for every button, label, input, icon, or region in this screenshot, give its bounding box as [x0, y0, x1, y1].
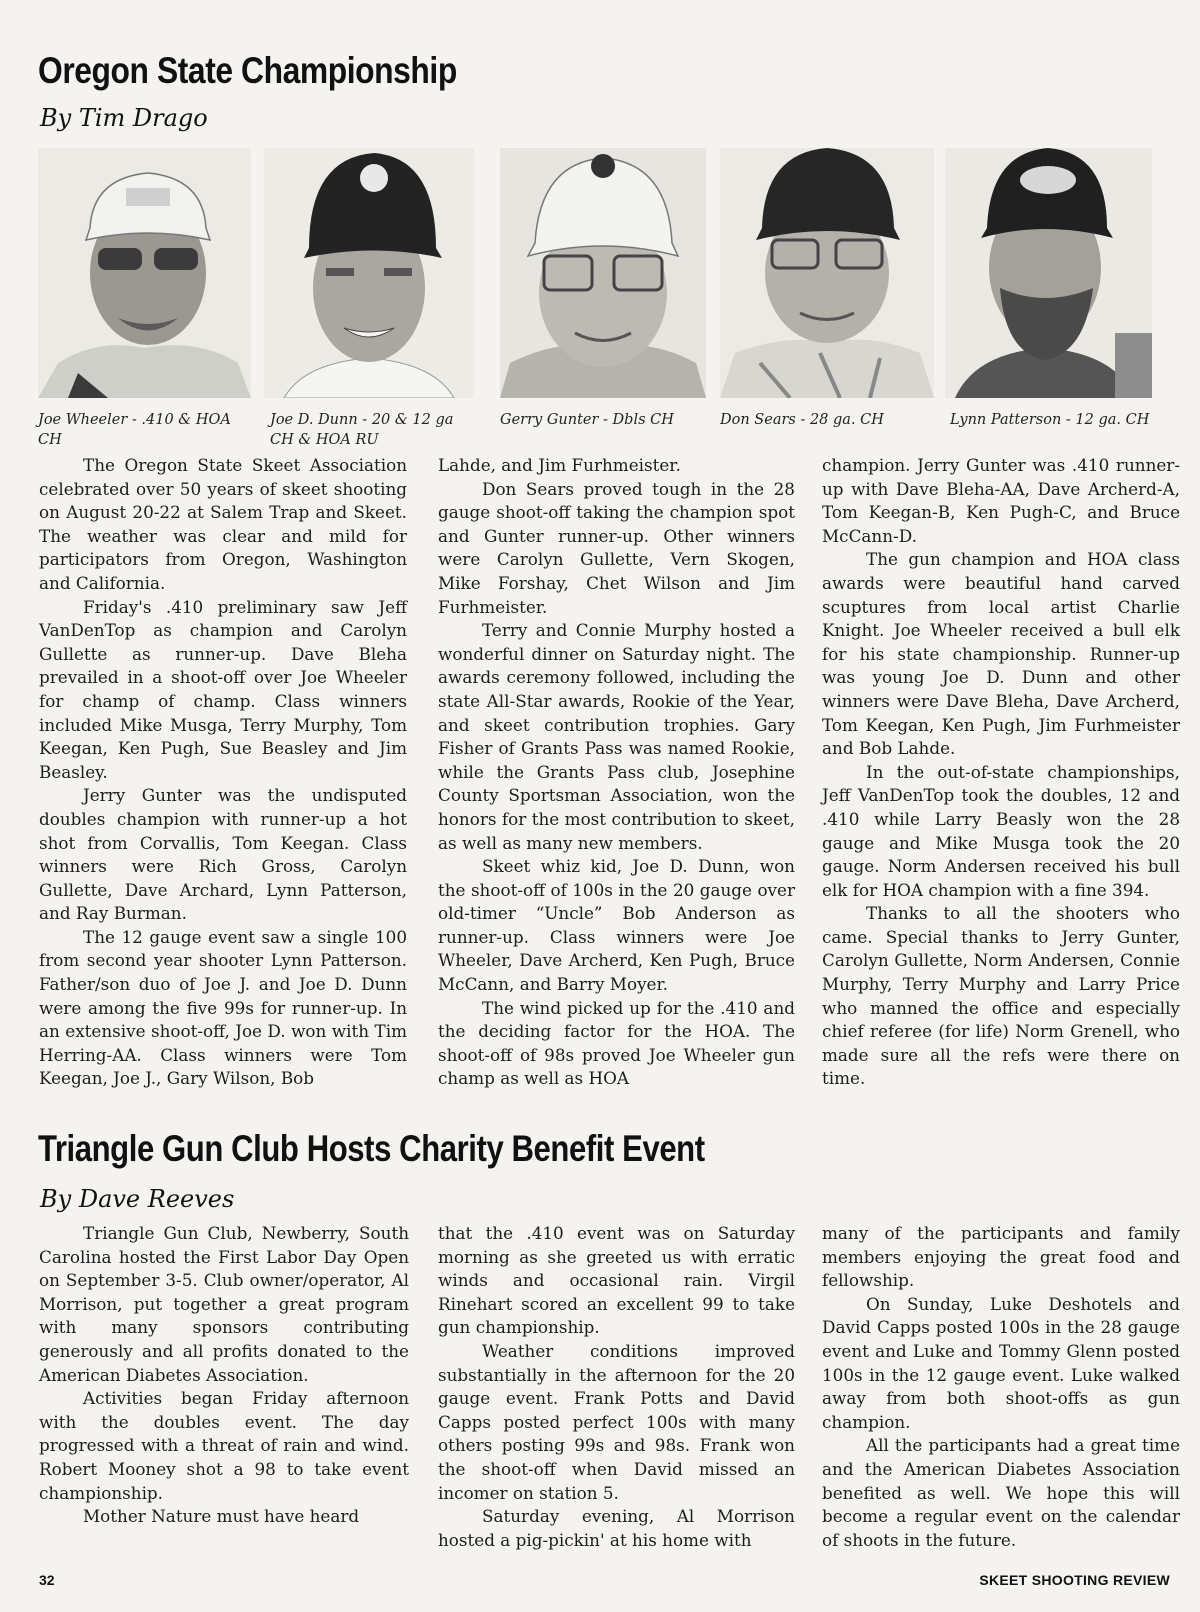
paragraph: Mother Nature must have heard [83, 1506, 360, 1527]
paragraph: The gun champion and HOA class awards were beautiful hand carved scuptures from local artist Charlie Knight. Joe Wheeler received a bull elk for his state championship. Runner-up was young Joe D. Dunn and other winners were Dave Bleha, Dave Archerd, Tom Keegan, Ken Pugh, Jim Furhmeister and Bob Lahde. [822, 549, 1180, 759]
paragraph: many of the participants and family members enjoying the great food and fellowship. [822, 1223, 1180, 1291]
paragraph: Thanks to all the shooters who came. Special thanks to Jerry Gunter, Carolyn Gullette, Norm Andersen, Connie Murphy, Terry Murphy and Larry Price who manned the office and especially chief referee (for life) Norm Grenell, who made sure all the refs were there on time. [822, 903, 1180, 1089]
paragraph: All the participants had a great time and the American Diabetes Association benefited as well. We hope this will become a regular event on the calendar of shoots in the future. [822, 1435, 1180, 1550]
photo-caption: Gerry Gunter - Dbls CH [500, 412, 674, 428]
article-column [822, 1222, 1180, 1552]
paragraph: Lahde, and Jim Furhmeister. [438, 455, 681, 475]
article-column [39, 454, 407, 1091]
paragraph: Skeet whiz kid, Joe D. Dunn, won the shoot-off of 100s in the 20 gauge over old-timer “Uncle” Bob Anderson as runner-up. Class winners were Joe Wheeler, Dave Archerd, Ken Pugh, Bruce McCann, and Barry Moyer. [438, 856, 795, 995]
article-column [438, 454, 795, 1091]
article-column [39, 1222, 409, 1529]
photo-joe-wheeler [38, 148, 251, 398]
paragraph: Jerry Gunter was the undisputed doubles champion with runner-up a hot shot from Corvallis, Tom Keegan. Class winners were Rich Gross, Carolyn Gullette, Dave Archard, Lynn Patterson, and Ray Burman. [39, 785, 407, 924]
paragraph: The Oregon State Skeet Association celebrated over 50 years of skeet shooting on August 20-22 at Salem Trap and Skeet. The weather was clear and mild for participators from Oregon, Washington and California. [39, 455, 407, 593]
article-column [822, 454, 1180, 1091]
paragraph: Activities began Friday afternoon with the doubles event. The day progressed with a threat of rain and wind. Robert Mooney shot a 98 to take event championship. [39, 1388, 409, 1503]
paragraph: Friday's .410 preliminary saw Jeff VanDenTop as champion and Carolyn Gullette as runner-up. Dave Bleha prevailed in a shoot-off over Joe Wheeler for champ of champ. Class winners included Mike Musga, Terry Murphy, Tom Keegan, Ken Pugh, Sue Beasley and Jim Beasley. [39, 596, 407, 782]
photo-caption: Joe Wheeler - .410 & HOA CH [38, 412, 231, 448]
photo-joe-d-dunn [264, 148, 474, 398]
photo-don-sears [720, 148, 934, 398]
magazine-name: SKEET SHOOTING REVIEW [979, 1572, 1170, 1588]
paragraph: The 12 gauge event saw a single 100 from second year shooter Lynn Patterson. Father/son duo of Joe J. and Joe D. Dunn were among the five 99s for runner-up. In an extensive shoot-off, Joe D. won with Tim Herring-AA. Class winners were Tom Keegan, Joe J., Gary Wilson, Bob [39, 926, 407, 1089]
paragraph: Triangle Gun Club, Newberry, South Carolina hosted the First Labor Day Open on September 3-5. Club owner/operator, Al Morrison, put together a great program with many sponsors contributing generously and all profits donated to the American Diabetes Association. [39, 1223, 409, 1385]
paragraph: that the .410 event was on Saturday morning as she greeted us with erratic winds and occasional rain. Virgil Rinehart scored an excellent 99 to take gun championship. [438, 1223, 795, 1338]
article-column [438, 1222, 795, 1552]
photo-caption: Don Sears - 28 ga. CH [720, 412, 884, 428]
photo-caption: Lynn Patterson - 12 ga. CH [950, 412, 1150, 428]
paragraph: Don Sears proved tough in the 28 gauge shoot-off taking the champion spot and Gunter runner-up. Other winners were Carolyn Gullette, Vern Skogen, Mike Forshay, Chet Wilson and Jim Furhmeister. [438, 478, 795, 617]
paragraph: In the out-of-state championships, Jeff VanDenTop took the doubles, 12 and .410 while Larry Beasly won the 28 gauge and Mike Musga took the 20 gauge. Norm Andersen received his bull elk for HOA champion with a fine 394. [822, 761, 1180, 900]
paragraph: Saturday evening, Al Morrison hosted a pig-pickin' at his home with [438, 1506, 795, 1550]
paragraph: The wind picked up for the .410 and the deciding factor for the HOA. The shoot-off of 98s proved Joe Wheeler gun champ as well as HOA [438, 997, 795, 1089]
photo-gerry-gunter [500, 148, 706, 398]
paragraph: champion. Jerry Gunter was .410 runner-up with Dave Bleha-AA, Dave Archerd-A, Tom Keegan-B, Ken Pugh-C, and Bruce McCann-D. [822, 455, 1180, 546]
article-byline: By Dave Reeves [40, 1185, 235, 1213]
paragraph: Terry and Connie Murphy hosted a wonderful dinner on Saturday night. The awards ceremony followed, including the state All-Star awards, Rookie of the Year, and skeet contribution trophies. Gary Fisher of Grants Pass was named Rookie, while the Grants Pass club, Josephine County Sportsman Association, won the honors for the most contribution to skeet, as well as many new members. [438, 620, 795, 853]
paragraph: Weather conditions improved substantially in the afternoon for the 20 gauge event. Frank Potts and David Capps posted perfect 100s with many others posting 99s and 98s. Frank won the shoot-off when David missed an incomer on station 5. [438, 1340, 795, 1503]
article-byline: By Tim Drago [40, 104, 208, 132]
paragraph: On Sunday, Luke Deshotels and David Capps posted 100s in the 28 gauge event and Luke and Tommy Glenn posted 100s in the 12 gauge event. Luke walked away from both shoot-offs as gun champion. [822, 1293, 1180, 1432]
article-title: Triangle Gun Club Hosts Charity Benefit Event [38, 1128, 705, 1169]
photo-lynn-patterson [945, 148, 1152, 398]
page-number: 32 [39, 1572, 55, 1588]
article-title: Oregon State Championship [38, 50, 457, 91]
photo-caption: Joe D. Dunn - 20 & 12 ga CH & HOA RU [270, 412, 454, 448]
